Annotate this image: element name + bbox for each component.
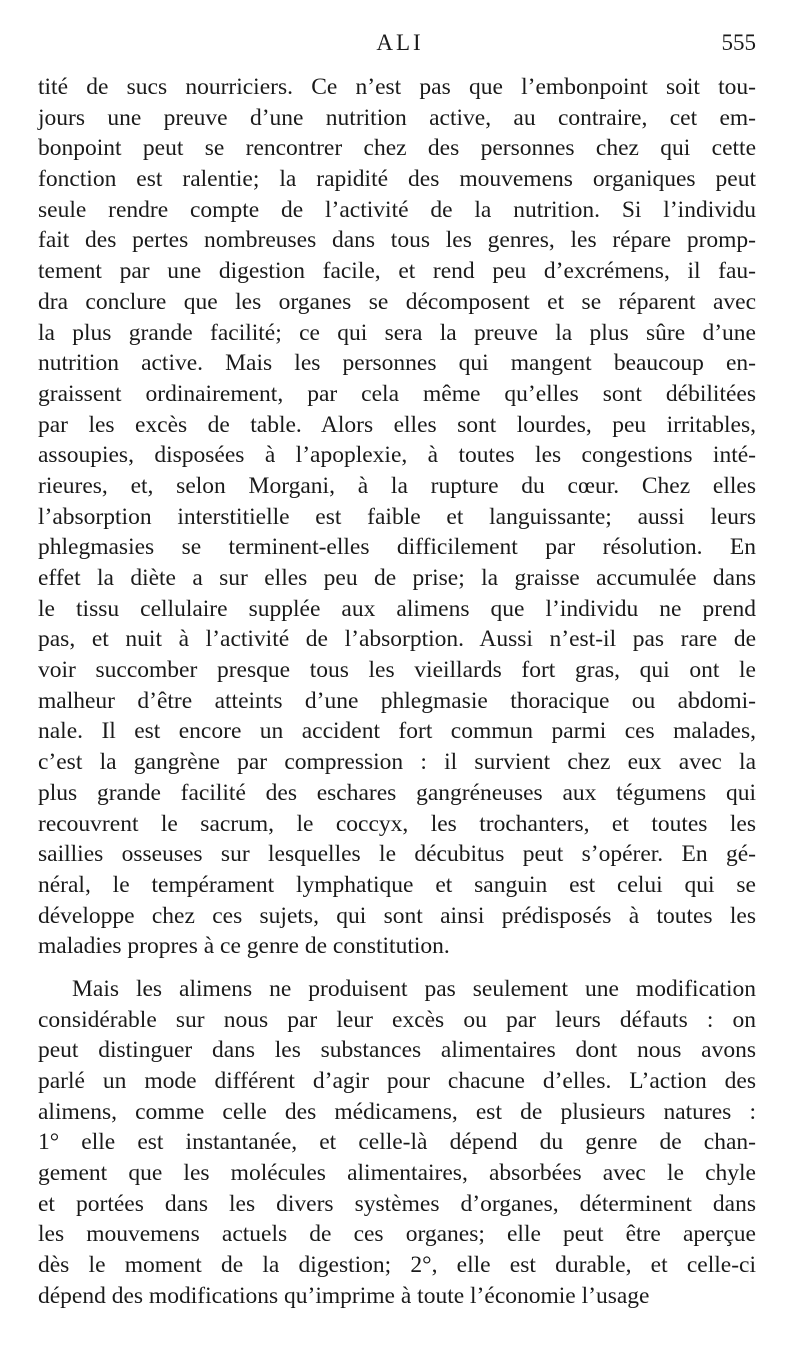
text-line: graissent ordinairement, par cela même qu’elles sont débilitées (38, 380, 756, 407)
text-line: saillies osseuses sur lesquelles le décubitus peut s’opérer. En gé- (38, 841, 756, 868)
text-line: bonpoint peut se rencontrer chez des personnes chez qui cette (38, 135, 756, 162)
text-line: recouvrent le sacrum, le coccyx, les trochanters, et toutes les (38, 810, 756, 837)
paragraph (38, 974, 756, 1312)
text-line: assoupies, disposées à l’apoplexie, à toutes les congestions inté- (38, 442, 756, 469)
page-number: 555 (721, 30, 756, 55)
text-line: et portées dans les divers systèmes d’organes, déterminent dans (38, 1190, 756, 1217)
text-line: néral, le tempérament lymphatique et sanguin est celui qui se (38, 871, 756, 898)
text-line: rieures, et, selon Morgani, à la rupture du cœur. Chez elles (38, 472, 756, 499)
text-line: considérable sur nous par leur excès ou par leurs défauts : on (38, 1006, 756, 1033)
text-line: les mouvemens actuels de ces organes; elle peut être aperçue (38, 1221, 756, 1248)
text-line: tité de sucs nourriciers. Ce n’est pas que l’embonpoint soit tou- (38, 74, 756, 100)
running-head (0, 30, 800, 64)
text-body (38, 72, 756, 1312)
text-line: fonction est ralentie; la rapidité des mouvemens organiques peut (38, 166, 756, 193)
text-line: 1° elle est instantanée, et celle-là dépend du genre de chan- (38, 1129, 756, 1156)
text-line: développe chez ces sujets, qui sont ainsi prédisposés à toutes les (38, 902, 756, 929)
text-line: pas, et nuit à l’activité de l’absorption. Aussi n’est-il pas rare de (38, 626, 756, 653)
paragraph (38, 72, 756, 962)
text-line: gement que les molécules alimentaires, absorbées avec le chyle (38, 1160, 756, 1187)
text-line: jours une preuve d’une nutrition active, au contraire, cet em- (38, 104, 756, 131)
text-line: plus grande facilité des eschares gangréneuses aux tégumens qui (38, 779, 756, 806)
text-line: seule rendre compte de l’activité de la nutrition. Si l’individu (38, 196, 756, 223)
text-line: tement par une digestion facile, et rend peu d’excrémens, il fau- (38, 258, 756, 285)
text-line: maladies propres à ce genre de constitution. (38, 933, 450, 960)
text-line: le tissu cellulaire supplée aux alimens que l’individu ne prend (38, 595, 756, 622)
text-line: nutrition active. Mais les personnes qui mangent beaucoup en- (38, 350, 756, 377)
text-line: dépend des modifications qu’imprime à toute l’économie l’usage (38, 1282, 650, 1309)
text-line: peut distinguer dans les substances alimentaires dont nous avons (38, 1037, 756, 1064)
text-line: la plus grande facilité; ce qui sera la preuve la plus sûre d’une (38, 319, 756, 346)
text-line: dra conclure que les organes se décomposent et se réparent avec (38, 288, 756, 315)
text-line: malheur d’être atteints d’une phlegmasie thoracique ou abdomi- (38, 687, 756, 714)
text-line: voir succomber presque tous les vieillards fort gras, qui ont le (38, 657, 756, 684)
text-line: fait des pertes nombreuses dans tous les genres, les répare promp- (38, 227, 756, 254)
text-line: l’absorption interstitielle est faible et languissante; aussi leurs (38, 503, 756, 530)
text-line: parlé un mode différent d’agir pour chacune d’elles. L’action des (38, 1068, 756, 1094)
running-head-title: ALI (376, 30, 424, 55)
text-line: Mais les alimens ne produisent pas seulement une modification (72, 975, 756, 1002)
text-line: c’est la gangrène par compression : il survient chez eux avec la (38, 749, 756, 776)
text-line: effet la diète a sur elles peu de prise; la graisse accumulée dans (38, 565, 756, 591)
text-line: nale. Il est encore un accident fort commun parmi ces malades, (38, 718, 756, 745)
text-line: alimens, comme celle des médicamens, est de plusieurs natures : (38, 1098, 756, 1125)
text-line: dès le moment de la digestion; 2°, elle est durable, et celle-ci (38, 1252, 756, 1279)
paragraph-gap (38, 962, 756, 974)
text-line: par les excès de table. Alors elles sont lourdes, peu irritables, (38, 411, 756, 438)
text-line: phlegmasies se terminent-elles difficilement par résolution. En (38, 534, 756, 561)
